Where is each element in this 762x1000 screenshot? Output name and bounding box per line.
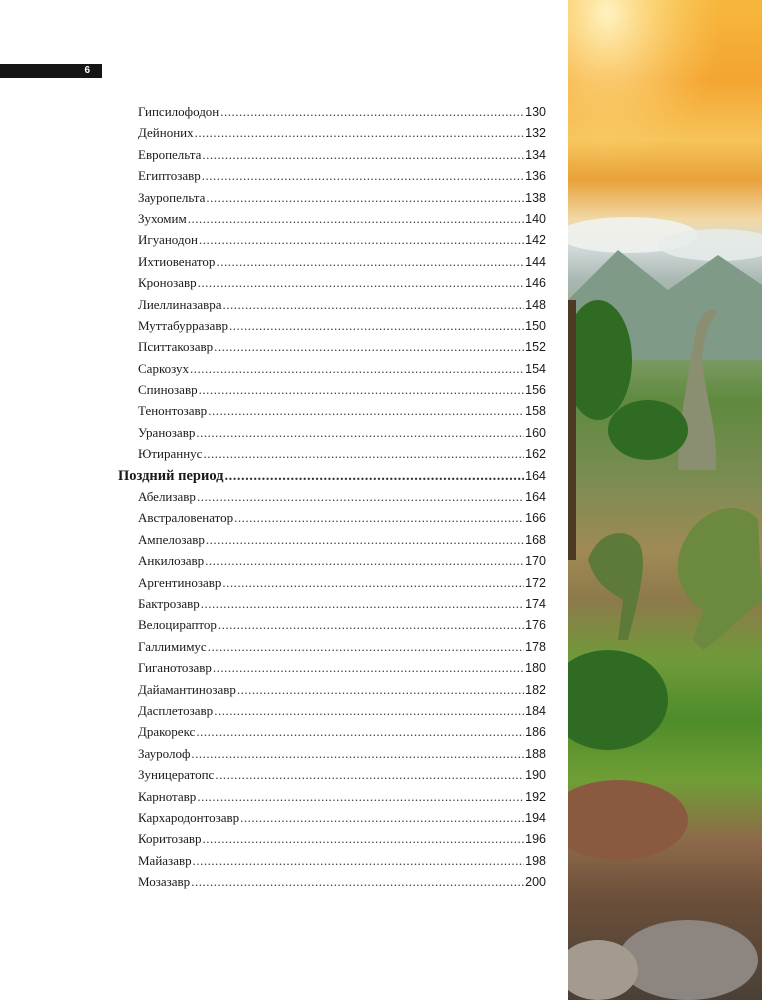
toc-row (118, 446, 546, 467)
toc-leader-dots (202, 168, 524, 184)
toc-leader-dots (222, 575, 524, 591)
toc-leader-dots (190, 361, 524, 377)
toc-row (118, 403, 546, 424)
toc-entry-title: Европельта (138, 146, 202, 162)
toc-entry-title: Ютираннус (138, 446, 203, 462)
toc-leader-dots (203, 831, 525, 847)
toc-entry-title: Ихтиовенатор (138, 253, 216, 269)
toc-row (118, 553, 546, 574)
toc-page-number: 156 (525, 383, 546, 398)
toc-leader-dots (193, 853, 525, 869)
toc-row (118, 125, 546, 146)
toc-section-row (118, 468, 546, 489)
toc-entry-title: Анкилозавр (138, 553, 205, 569)
toc-page-number: 152 (525, 340, 546, 355)
toc-row (118, 831, 546, 852)
toc-entry-title: Зауропельта (138, 189, 206, 205)
toc-leader-dots (213, 660, 524, 676)
toc-leader-dots (203, 446, 524, 462)
toc-page-number: 142 (525, 233, 546, 248)
toc-leader-dots (208, 403, 524, 419)
toc-leader-dots (197, 789, 524, 805)
toc-entry-title: Спинозавр (138, 382, 198, 398)
toc-row (118, 532, 546, 553)
toc-page-number: 144 (525, 254, 546, 269)
toc-page-number: 172 (525, 575, 546, 590)
toc-page-number: 166 (525, 511, 546, 526)
toc-leader-dots (223, 297, 525, 313)
toc-leader-dots (191, 746, 524, 762)
toc-leader-dots (197, 489, 524, 505)
toc-entry-title: Дайамантинозавр (138, 681, 236, 697)
toc-entry-title: Зухомим (138, 210, 187, 226)
toc-page-number: 158 (525, 404, 546, 419)
toc-entry-title: Лиеллиназавра (138, 296, 222, 312)
toc-row (118, 168, 546, 189)
toc-row (118, 339, 546, 360)
toc-page-number: 170 (525, 554, 546, 569)
toc-page-number: 136 (525, 169, 546, 184)
toc-entry-title: Игуанодон (138, 232, 198, 248)
toc-row (118, 703, 546, 724)
toc-row (118, 275, 546, 296)
toc-row (118, 682, 546, 703)
toc-leader-dots (191, 874, 524, 890)
toc-entry-title: Карнотавр (138, 788, 197, 804)
toc-row (118, 361, 546, 382)
toc-leader-dots (205, 553, 524, 569)
dinosaur-illustration (568, 0, 762, 1000)
toc-entry-title: Кронозавр (138, 275, 197, 291)
toc-row (118, 789, 546, 810)
toc-row (118, 232, 546, 253)
toc-leader-dots (208, 639, 524, 655)
toc-leader-dots (199, 382, 525, 398)
toc-entry-title: Уранозавр (138, 424, 196, 440)
toc-leader-dots (234, 510, 524, 526)
toc-row (118, 660, 546, 681)
toc-leader-dots (188, 211, 524, 227)
toc-row (118, 767, 546, 788)
toc-row (118, 211, 546, 232)
toc-entry-title: Аргентинозавр (138, 574, 222, 590)
toc-entry-title: Муттабурразавр (138, 317, 228, 333)
toc-page-number: 182 (525, 682, 546, 697)
toc-entry-title: Зауролоф (138, 745, 191, 761)
toc-leader-dots (214, 703, 524, 719)
toc-entry-title: Дейноних (138, 125, 194, 141)
toc-leader-dots (195, 125, 525, 141)
toc-leader-dots (216, 254, 524, 270)
toc-entry-title: Абелизавр (138, 489, 196, 505)
toc-page-number: 168 (525, 532, 546, 547)
toc-page-number: 186 (525, 725, 546, 740)
toc-entry-title: Кархародонтозавр (138, 809, 240, 825)
toc-row (118, 489, 546, 510)
toc-entry-title: Галлимимус (138, 638, 207, 654)
toc-row (118, 104, 546, 125)
toc-leader-dots (202, 147, 524, 163)
toc-page-number: 200 (525, 875, 546, 890)
toc-page-number: 134 (525, 147, 546, 162)
toc-entry-title: Гипсилофодон (138, 104, 220, 119)
toc-row (118, 575, 546, 596)
toc-row (118, 617, 546, 638)
toc-entry-title: Пситтакозавр (138, 339, 214, 355)
toc-page-number: 132 (525, 126, 546, 141)
toc-page-number: 192 (525, 789, 546, 804)
toc-leader-dots (237, 682, 524, 698)
toc-row (118, 382, 546, 403)
toc-leader-dots (196, 724, 524, 740)
toc-page-number: 160 (525, 425, 546, 440)
toc-leader-dots (196, 425, 524, 441)
toc-leader-dots (199, 232, 524, 248)
toc-page-number: 198 (525, 853, 546, 868)
toc-entry-title: Коритозавр (138, 831, 202, 847)
toc-entry-title: Египтозавр (138, 168, 201, 184)
toc-leader-dots (240, 810, 524, 826)
toc-row (118, 190, 546, 211)
toc-entry-title: Ампелозавр (138, 531, 205, 547)
toc-page-number: 154 (525, 361, 546, 376)
toc-row (118, 510, 546, 531)
table-of-contents (118, 104, 546, 895)
toc-row (118, 297, 546, 318)
toc-leader-dots (225, 468, 525, 485)
toc-page-number: 190 (525, 768, 546, 783)
toc-entry-title: Майазавр (138, 852, 192, 868)
toc-page-number: 194 (525, 810, 546, 825)
toc-leader-dots (206, 190, 524, 206)
toc-leader-dots (229, 318, 524, 334)
toc-entry-title: Австраловенатор (138, 510, 234, 526)
toc-page-number: 146 (525, 276, 546, 291)
toc-row (118, 318, 546, 339)
toc-page-number: 180 (525, 661, 546, 676)
toc-page-number: 138 (525, 190, 546, 205)
toc-entry-title: Велоцираптор (138, 617, 217, 633)
toc-entry-title: Мозазавр (138, 874, 191, 890)
toc-row (118, 810, 546, 831)
toc-page-number: 162 (525, 447, 546, 462)
page-number: 6 (84, 65, 90, 76)
toc-page-number: 176 (525, 618, 546, 633)
toc-entry-title: Гиганотозавр (138, 660, 212, 676)
toc-page-number: 188 (525, 746, 546, 761)
toc-page-number: 148 (525, 297, 546, 312)
toc-entry-title: Зуницератопс (138, 767, 215, 783)
toc-entry-title: Поздний период (118, 467, 224, 484)
toc-page-number: 150 (525, 318, 546, 333)
toc-row (118, 853, 546, 874)
toc-entry-title: Дасплетозавр (138, 702, 214, 718)
toc-row (118, 147, 546, 168)
toc-leader-dots (198, 275, 524, 291)
toc-row (118, 724, 546, 745)
toc-row (118, 425, 546, 446)
toc-entry-title: Бактрозавр (138, 595, 200, 611)
toc-leader-dots (215, 767, 524, 783)
toc-page-number: 164 (525, 490, 546, 505)
toc-entry-title: Тенонтозавр (138, 403, 208, 419)
toc-page-number: 184 (525, 703, 546, 718)
toc-row (118, 746, 546, 767)
toc-page-number: 140 (525, 211, 546, 226)
toc-entry-title: Дракорекс (138, 724, 196, 740)
toc-entry-title: Саркозух (138, 360, 189, 376)
toc-page-number: 130 (525, 105, 546, 119)
toc-leader-dots (206, 532, 524, 548)
toc-page-number: 196 (525, 832, 546, 847)
toc-row (118, 874, 546, 895)
jungle-scene-image (568, 0, 762, 1000)
page-number-tab (0, 64, 102, 78)
toc-leader-dots (214, 339, 524, 355)
toc-leader-dots (201, 596, 524, 612)
toc-row (118, 639, 546, 660)
toc-row (118, 596, 546, 617)
toc-page-number: 164 (525, 468, 546, 483)
toc-page-number: 178 (525, 639, 546, 654)
toc-page-number: 174 (525, 596, 546, 611)
toc-row (118, 254, 546, 275)
toc-leader-dots (218, 617, 524, 633)
toc-leader-dots (220, 104, 524, 120)
